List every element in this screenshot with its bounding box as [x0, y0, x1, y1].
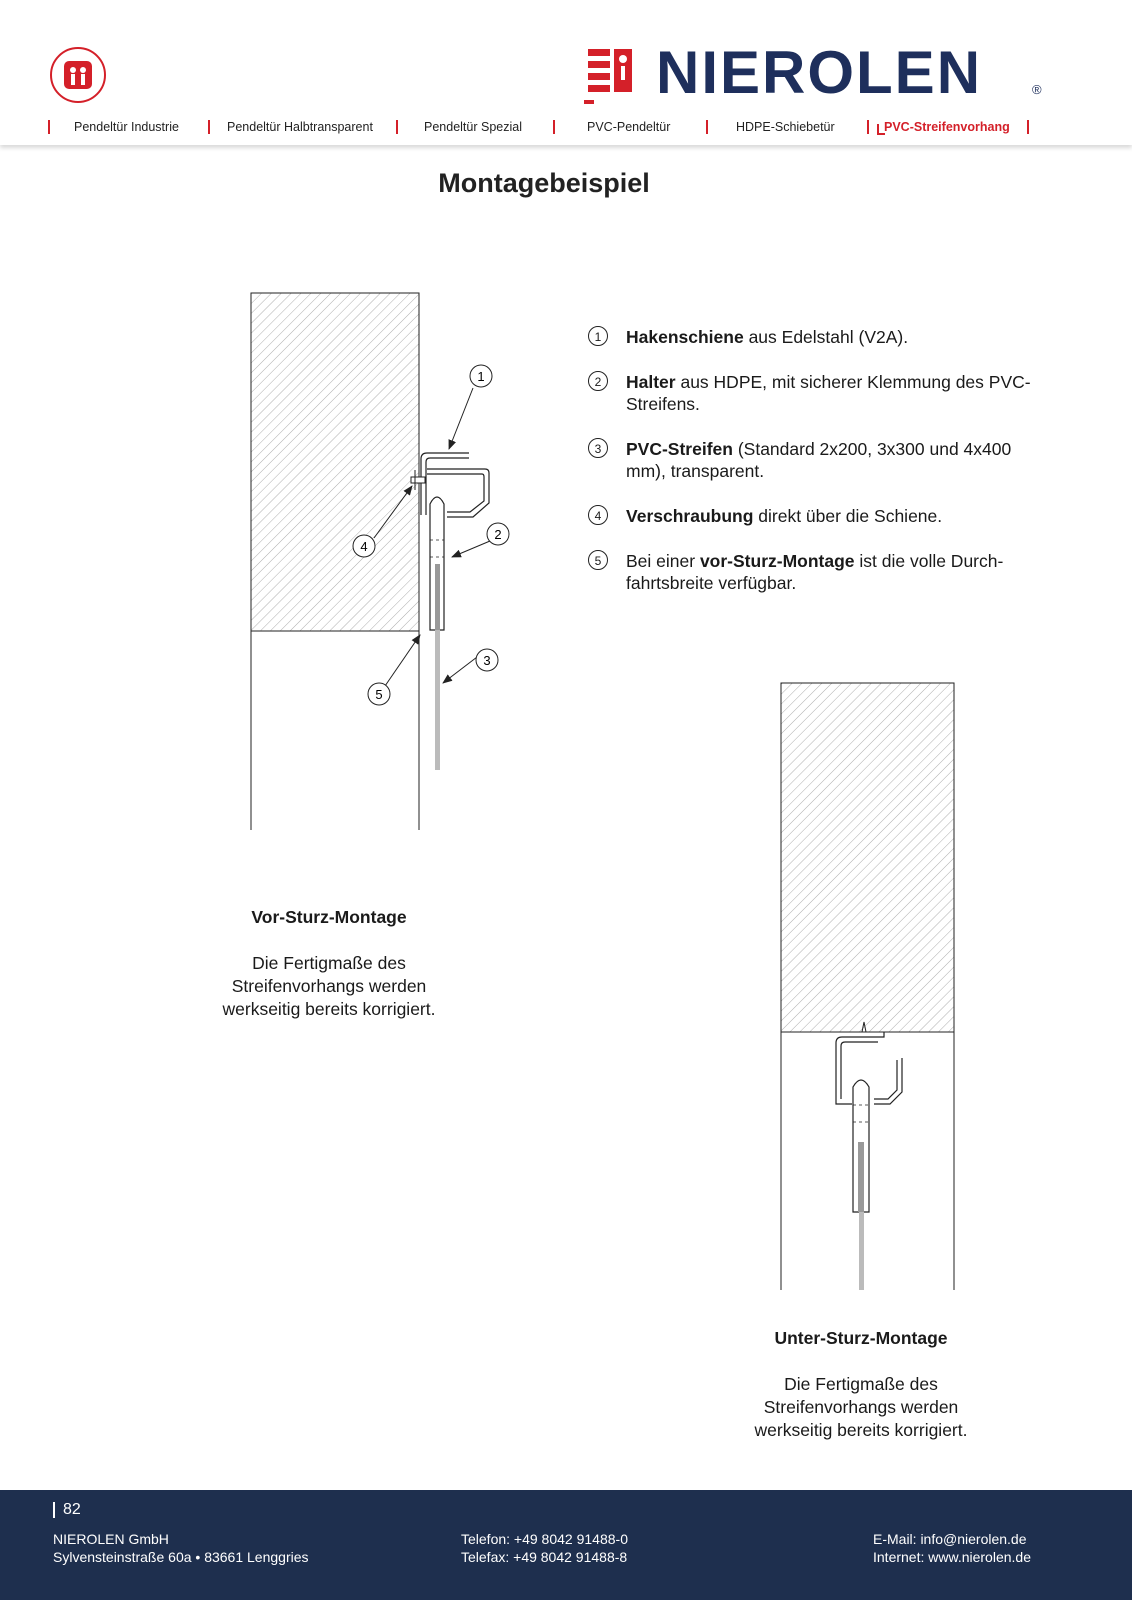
unter-sturz-diagram: [781, 683, 954, 1290]
caption-vor-sturz: [196, 906, 462, 1021]
legend-item-2: 2 Halter aus HDPE, mit sicherer Klemmung des PVC-Streifens.: [588, 371, 1048, 415]
callout-4: [353, 535, 375, 557]
legend-item-1: 1 Hakenschiene aus Edelstahl (V2A).: [588, 326, 1048, 348]
svg-text:4: 4: [360, 539, 368, 554]
callout-1: [470, 365, 492, 387]
legend-item-5: 5 Bei einer vor-Sturz-Montage ist die volle Durch-fahrtsbreite verfügbar.: [588, 550, 1048, 594]
email-link[interactable]: E-Mail: info@nierolen.de: [873, 1531, 1027, 1547]
callout-2: [487, 523, 509, 545]
caption-line: Die Fertigmaße des: [252, 953, 406, 973]
nav-item-pvc-streifenvorhang[interactable]: PVC-Streifenvorhang: [884, 120, 1010, 134]
caption-line: werkseitig bereits korrigiert.: [222, 999, 436, 1019]
street-address: Sylvensteinstraße 60a • 83661 Lenggries: [53, 1549, 309, 1565]
page-number: 82: [53, 1502, 81, 1518]
caption-title: Unter-Sturz-Montage: [774, 1328, 948, 1348]
brand-name: NIEROLEN: [656, 39, 983, 106]
nav-item-pendeltuer-industrie[interactable]: Pendeltür Industrie: [74, 120, 179, 134]
svg-text:2: 2: [494, 527, 502, 542]
legend-item-3: 3 PVC-Streifen (Standard 2x200, 3x300 und 4x400 mm), transparent.: [588, 438, 1048, 482]
svg-text:5: 5: [375, 687, 383, 702]
phone-number: Telefon: +49 8042 91488-0: [461, 1531, 628, 1547]
nav-item-pvc-pendeltuer[interactable]: PVC-Pendeltür: [587, 120, 671, 134]
fax-number: Telefax: +49 8042 91488-8: [461, 1549, 628, 1565]
registered-mark: ®: [1032, 82, 1042, 97]
nav-item-pendeltuer-halbtransparent[interactable]: Pendeltür Halbtransparent: [227, 120, 373, 134]
footer-address: [53, 1530, 309, 1566]
nav-item-hdpe-schiebetuer[interactable]: HDPE-Schiebetür: [736, 120, 835, 134]
svg-text:3: 3: [483, 653, 491, 668]
parts-legend: [588, 326, 1048, 617]
caption-line: Streifenvorhangs werden: [231, 976, 427, 996]
callout-5: [368, 683, 390, 705]
caption-unter-sturz: [728, 1327, 994, 1442]
caption-line: werkseitig bereits korrigiert.: [754, 1420, 968, 1440]
page-footer: [0, 1490, 1132, 1600]
footer-contact: [873, 1530, 1031, 1566]
website-link[interactable]: Internet: www.nierolen.de: [873, 1549, 1031, 1565]
vor-sturz-diagram: [251, 293, 509, 830]
caption-line: Die Fertigmaße des: [784, 1374, 938, 1394]
footer-phone: [461, 1530, 628, 1566]
nav-item-pendeltuer-spezial[interactable]: Pendeltür Spezial: [424, 120, 522, 134]
callout-3: [476, 649, 498, 671]
legend-item-4: 4 Verschraubung direkt über die Schiene.: [588, 505, 1048, 527]
caption-line: Streifenvorhangs werden: [763, 1397, 959, 1417]
svg-text:1: 1: [477, 369, 485, 384]
page-title: Montagebeispiel: [438, 168, 650, 198]
caption-title: Vor-Sturz-Montage: [251, 907, 407, 927]
company-name: NIEROLEN GmbH: [53, 1531, 169, 1547]
